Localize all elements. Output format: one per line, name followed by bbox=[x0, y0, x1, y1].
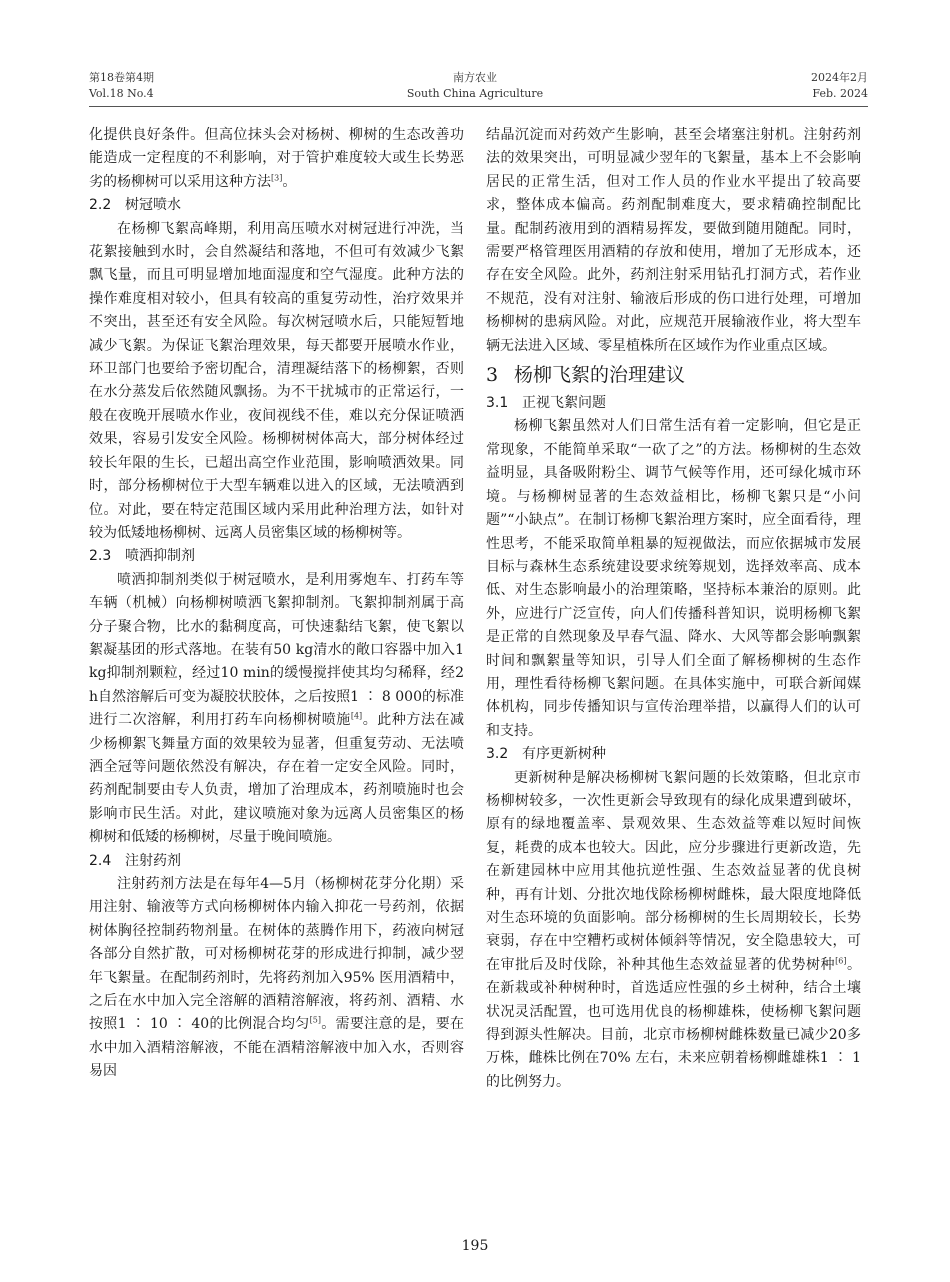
paragraph: 结晶沉淀而对药效产生影响，甚至会堵塞注射机。注射药剂法的效果突出，可明显减少翌年的飞絮量，基本上不会影响居民的正常生活，但对工作人员的作业水平提出了较高要求，整体成本偏高。药剂配制难度大，要求精确控制配比量。配制药液用到的酒精易挥发，要做到随用随配。同时，需要严格管理医用酒精的存放和使用，增加了无形成本，还存在安全风险。此外，药剂注射采用钻孔打洞方式，若作业不规范，没有对注射、输液后形成的伤口进行处理，可增加杨柳树的患病风险。对此，应规范开展输液作业，将大型车辆无法进入区域、零星植株所在区域作为作业重点区域。 bbox=[486, 127, 861, 354]
running-header-date bbox=[811, 70, 868, 102]
issue-cn: 第18卷第4期 bbox=[89, 71, 154, 84]
journal-en: South China Agriculture bbox=[406, 87, 544, 100]
journal-cn: 南方农业 bbox=[453, 71, 497, 84]
section-heading-2-4: 2.4 注射药剂 bbox=[89, 852, 181, 869]
paragraph: 在杨柳飞絮高峰期，利用高压喷水对树冠进行冲洗，当花絮接触到水时，会自然凝结和落地，不但可有效减少飞絮飘飞量，而且可明显增加地面湿度和空气湿度。此种方法的操作难度相对较小，但具有较高的重复劳动性，治疗效果并不突出，甚至还有安全风险。每次树冠喷水后，只能短暂地减少飞絮。为保证飞絮治理效果，每天都要开展喷水作业，环卫部门也要给予密切配合，清理凝结落下的杨柳絮，否则在水分蒸发后依然随风飘扬。为不干扰城市的正常运行，一般在夜晚开展喷水作业，夜间视线不佳，难以充分保证喷洒效果，容易引发安全风险。杨柳树树体高大，部分树体经过较长年限的生长，已超出高空作业范围，影响喷洒效果。同时，部分杨柳树位于大型车辆难以进入的区域，无法喷洒到位。对此，要在特定范围区域内采用此种治理方法，如针对较为低矮地杨柳树、远离人员密集区域的杨柳树等。 bbox=[89, 220, 464, 541]
paragraph: 化提供良好条件。但高位抹头会对杨树、柳树的生态改善功能造成一定程度的不利影响，对于管护难度较大或生长势恶劣的杨柳树可以采用这种方法[3]。 bbox=[89, 127, 464, 190]
citation-ref[interactable]: [5] bbox=[309, 1015, 321, 1025]
running-header-journal bbox=[0, 70, 950, 102]
paragraph: 更新树种是解决杨柳树飞絮问题的长效策略，但北京市杨柳树较多，一次性更新会导致现有的绿化成果遭到破坏，原有的绿地覆盖率、景观效果、生态效益等难以短时间恢复，耗费的成本也较大。因此，应分步骤进行更新改造，先在新建园林中应用其他抗逆性强、生态效益显著的优良树种，再有计划、分批次地伐除杨柳树雌株，最大限度地降低对生态环境的负面影响。部分杨柳树的生长周期较长，长势衰弱，存在中空糟朽或树体倾斜等情况，安全隐患较大，可在审批后及时伐除，补种其他生态效益显著的优势树种[6]。在新栽或补种树种时，首选适应性强的乡土树种，结合土壤状况灵活配置，也可选用优良的杨柳雄株，使杨柳飞絮问题得到源头性解决。目前，北京市杨柳树雌株数量已减少20多万株，雌株比例在70% 左右，未来应朝着杨柳雌雄株1 ∶ 1的比例努力。 bbox=[486, 769, 861, 1090]
citation-ref[interactable]: [3] bbox=[271, 173, 283, 183]
issue-en: Vol.18 No.4 bbox=[89, 87, 154, 100]
citation-ref[interactable]: [6] bbox=[835, 956, 847, 966]
date-cn: 2024年2月 bbox=[811, 71, 868, 84]
paragraph: 注射药剂方法是在每年4—5月（杨柳树花芽分化期）采用注射、输液等方式向杨柳树体内输入抑花一号药剂，依据树体胸径控制药物剂量。在树体的蒸腾作用下，药液向树冠各部分自然扩散，可对杨柳树花芽的形成进行抑制，减少翌年飞絮量。在配制药剂时，先将药剂加入95% 医用酒精中，之后在水中加入完全溶解的酒精溶解液，将药剂、酒精、水按照1 ∶ 10 ∶ 40的比例混合均匀[5]。需要注意的是，要在水中加入酒精溶解液，不能在酒精溶解液中加入水，否则容易因 bbox=[89, 876, 464, 1080]
paragraph: 喷洒抑制剂类似于树冠喷水，是利用雾炮车、打药车等车辆（机械）向杨柳树喷洒飞絮抑制剂。飞絮抑制剂属于高分子聚合物，比水的黏稠度高，可快速黏结飞絮，使飞絮以絮凝基团的形式落地。在装有50 kg清水的敞口容器中加入1 kg抑制剂颗粒，经过10 min的缓慢搅拌使其均匀稀释，经2 h自然溶解后可变为凝胶状胶体，之后按照1 ∶ 8 000的标准进行二次溶解，利用打药车向杨柳树喷施[4]。此种方法在减少杨柳絮飞舞量方面的效果较为显著，但重复劳动、无法喷洒全冠等问题依然没有解决，存在着一定安全风险。同时，药剂配制要由专人负责，增加了治理成本，药剂喷施时也会影响市民生活。对此，建议喷施对象为远离人员密集区的杨柳树和低矮的杨柳树，尽量于晚间喷施。 bbox=[89, 571, 465, 846]
header-rule bbox=[89, 106, 868, 107]
left-column bbox=[89, 124, 464, 1084]
section-heading-3-1: 3.1 正视飞絮问题 bbox=[486, 395, 606, 412]
date-en: Feb. 2024 bbox=[812, 87, 868, 100]
citation-ref[interactable]: [4] bbox=[350, 711, 363, 721]
section-heading-2-2: 2.2 树冠喷水 bbox=[89, 197, 181, 214]
right-column bbox=[486, 124, 861, 1094]
page-number: 195 bbox=[461, 1238, 489, 1254]
section-heading-2-3: 2.3 喷洒抑制剂 bbox=[89, 548, 195, 565]
section-heading-3: 3 杨柳飞絮的治理建议 bbox=[486, 364, 686, 387]
paragraph: 杨柳飞絮虽然对人们日常生活有着一定影响，但它是正常现象，不能简单采取“一砍了之”的方法。杨柳树的生态效益明显，具备吸附粉尘、调节气候等作用，还可绿化城市环境。与杨柳树显著的生态效益相比，杨柳飞絮只是“小问题”“小缺点”。在制订杨柳飞絮治理方案时，应全面看待，理性思考，不能采取简单粗暴的短视做法，而应依据城市发展目标与森林生态系统建设要求统筹规划，选择效率高、成本低、对生态影响最小的治理策略，坚持标本兼治的原则。此外，应进行广泛宣传，向人们传播科普知识，说明杨柳飞絮是正常的自然现象及早春气温、降水、大风等都会影响飘絮时间和飘絮量等知识，引导人们全面了解杨柳树的生态作用，理性看待杨柳飞絮问题。在具体实施中，可联合新闻媒体机构，同步传播知识与宣传治理举措，以赢得人们的认可和支持。 bbox=[486, 418, 861, 739]
section-heading-3-2: 3.2 有序更新树种 bbox=[486, 746, 606, 763]
